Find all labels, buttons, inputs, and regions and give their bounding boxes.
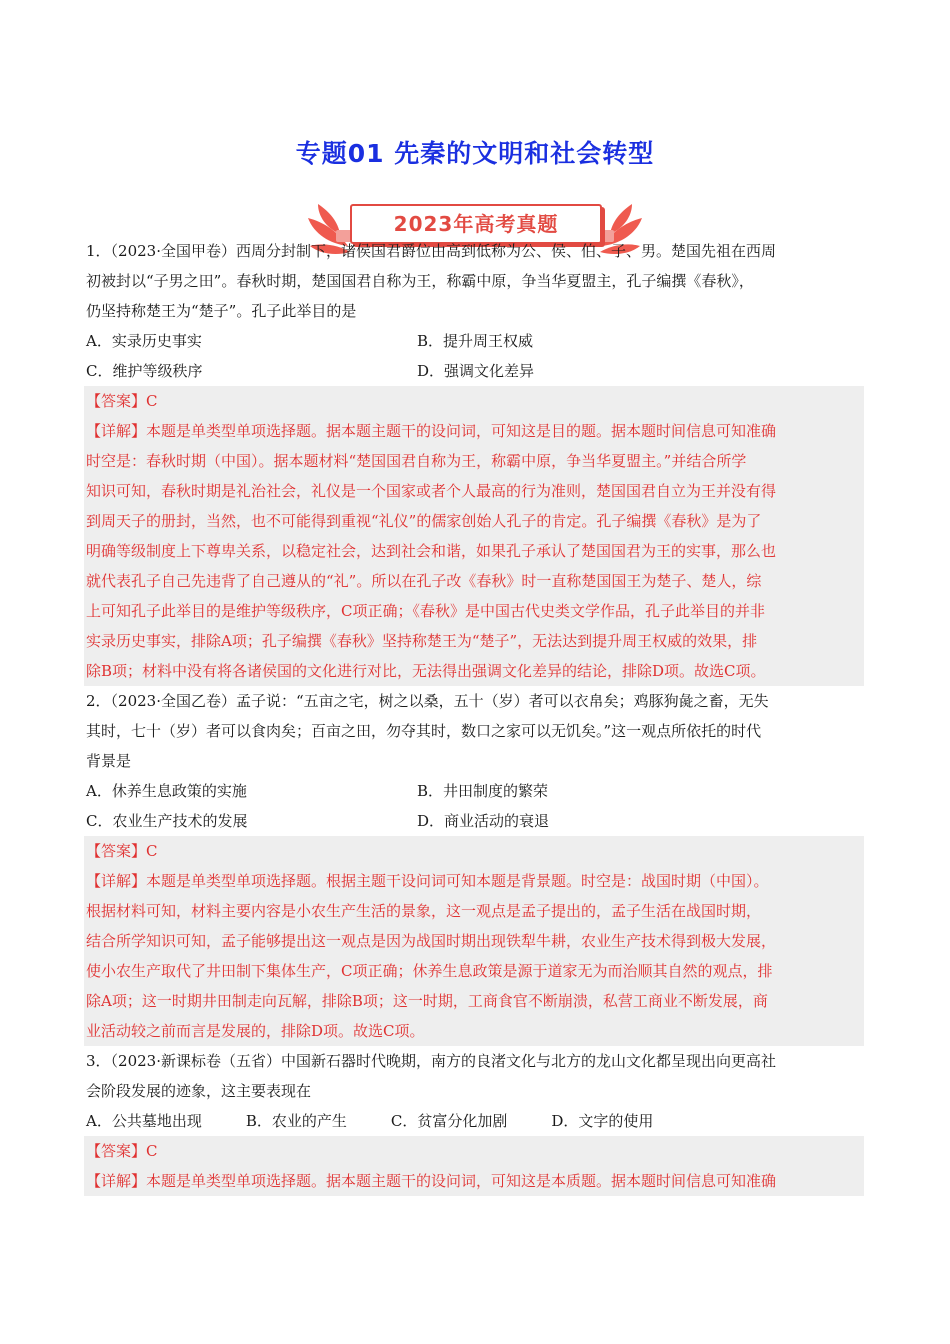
detail-line: 知识可知，春秋时期是礼治社会，礼仪是一个国家或者个人最高的行为准则，楚国国君自立为王并没有得 <box>84 476 864 506</box>
question-2 <box>86 686 864 1046</box>
detail-line: 到周天子的册封，当然，也不可能得到重视“礼仪”的儒家创始人孔子的肯定。孔子编撰《春秋》是为了 <box>84 506 864 536</box>
options-row <box>86 356 864 386</box>
detail-line: 结合所学知识可知，孟子能够提出这一观点是因为战国时期出现铁犁牛耕，农业生产技术得到极大发展， <box>84 926 864 956</box>
question-text: 1．（2023·全国甲卷）西周分封制下，诸侯国君爵位由高到低称为公、侯、伯、子、男。楚国先祖在西周 <box>86 242 776 260</box>
detail-line: 除A项；这一时期井田制走向瓦解，排除B项；这一时期，工商食官不断崩溃，私营工商业不断发展，商 <box>84 986 864 1016</box>
detail-line: 就代表孔子自己先违背了自己遵从的“礼”。所以在孔子改《春秋》时一直称楚国国王为楚子、楚人，综 <box>84 566 864 596</box>
detail-line: 业活动较之前而言是发展的，排除D项。故选C项。 <box>84 1016 864 1046</box>
answer-tag: 【答案】 <box>86 842 147 860</box>
answer-line <box>84 386 864 416</box>
detail-line: 除B项；材料中没有将各诸侯国的文化进行对比，无法得出强调文化差异的结论，排除D项。故选C项。 <box>84 656 864 686</box>
options-row <box>86 1106 864 1136</box>
detail-line: 上可知孔子此举目的是维护等级秩序，C项正确；《春秋》是中国古代史类文学作品，孔子此举目的并非 <box>84 596 864 626</box>
answer-line <box>84 836 864 866</box>
option-c: C．贫富分化加剧 <box>390 1112 508 1130</box>
detail-line: 使小农生产取代了井田制下集体生产，C项正确；休养生息政策是源于道家无为而治顺其自然的观点，排 <box>84 956 864 986</box>
answer-value: C <box>146 392 158 410</box>
detail-line <box>84 866 864 896</box>
question-text: 其时，七十（岁）者可以食肉矣；百亩之田，勿夺其时，数口之家可以无饥矣。”这一观点所依托的时代 <box>86 722 762 740</box>
detail-text: 本题是单类型单项选择题。据本题主题干的设问词，可知这是目的题。据本题时间信息可知准确 <box>146 422 777 440</box>
page-title: 专题01 先秦的文明和社会转型 <box>295 139 655 168</box>
question-text: 背景是 <box>86 752 132 770</box>
question-3 <box>86 1046 864 1196</box>
question-text: 会阶段发展的迹象，这主要表现在 <box>86 1082 312 1100</box>
question-1 <box>86 236 864 686</box>
detail-line: 实录历史事实，排除A项；孔子编撰《春秋》坚持称楚王为“楚子”，无法达到提升周王权威的效果，排 <box>84 626 864 656</box>
option-d: D．强调文化差异 <box>417 362 535 380</box>
answer-value: C <box>146 1142 158 1160</box>
detail-text: 本题是单类型单项选择题。据本题主题干的设问词，可知这是本质题。据本题时间信息可知准确 <box>146 1172 777 1190</box>
option-a: A．公共墓地出现 <box>86 1112 202 1130</box>
question-text: 仍坚持称楚王为“楚子”。孔子此举目的是 <box>86 302 357 320</box>
options-row <box>86 776 864 806</box>
detail-line: 时空是：春秋时期（中国）。据本题材料“楚国国君自称为王，称霸中原，争当华夏盟主。”并结合所学 <box>84 446 864 476</box>
question-text: 初被封以“子男之田”。春秋时期，楚国国君自称为王，称霸中原，争当华夏盟主，孔子编撰《春秋》， <box>86 272 754 290</box>
detail-line: 明确等级制度上下尊卑关系，以稳定社会，达到社会和谐，如果孔子承认了楚国国君为王的实事，那么也 <box>84 536 864 566</box>
option-c: C．维护等级秩序 <box>86 362 203 380</box>
option-b: B．井田制度的繁荣 <box>417 782 549 800</box>
option-d: D．商业活动的衰退 <box>417 812 550 830</box>
answer-line <box>84 1136 864 1166</box>
answer-tag: 【答案】 <box>86 1142 147 1160</box>
question-text: 2．（2023·全国乙卷）孟子说：“五亩之宅，树之以桑，五十（岁）者可以衣帛矣；鸡豚狗彘之畜，无失 <box>86 692 769 710</box>
options-row <box>86 806 864 836</box>
option-c: C．农业生产技术的发展 <box>86 812 248 830</box>
option-d: D．文字的使用 <box>551 1112 654 1130</box>
detail-tag: 【详解】 <box>86 422 147 440</box>
question-text: 3．（2023·新课标卷（五省）中国新石器时代晚期，南方的良渚文化与北方的龙山文化都呈现出向更高社 <box>86 1052 776 1070</box>
detail-line: 根据材料可知，材料主要内容是小农生产生活的景象，这一观点是孟子提出的，孟子生活在战国时期， <box>84 896 864 926</box>
detail-tag: 【详解】 <box>86 872 147 890</box>
answer-tag: 【答案】 <box>86 392 147 410</box>
detail-tag: 【详解】 <box>86 1172 147 1190</box>
detail-text: 本题是单类型单项选择题。根据主题干设问词可知本题是背景题。时空是：战国时期（中国）。 <box>146 872 769 890</box>
options-row <box>86 326 864 356</box>
badge-label: 2023年高考真题 <box>350 204 602 244</box>
option-a: A．实录历史事实 <box>86 332 202 350</box>
option-a: A．休养生息政策的实施 <box>86 782 247 800</box>
option-b: B．农业的产生 <box>245 1112 347 1130</box>
detail-line <box>84 1166 864 1196</box>
option-b: B．提升周王权威 <box>417 332 534 350</box>
detail-line <box>84 416 864 446</box>
answer-value: C <box>146 842 158 860</box>
questions <box>86 236 864 1196</box>
